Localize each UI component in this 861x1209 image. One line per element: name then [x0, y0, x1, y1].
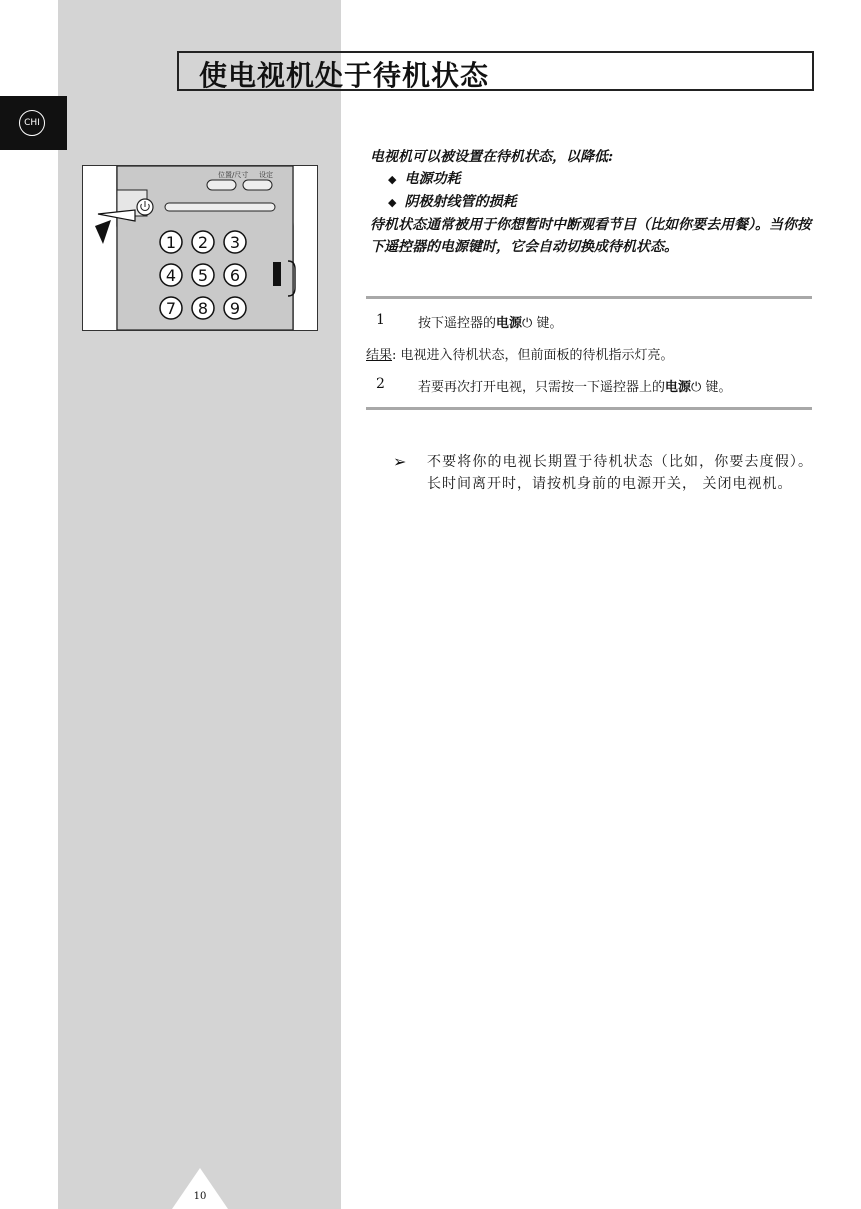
result-text: : 电视进入待机状态，但前面板的待机指示灯亮。 — [392, 348, 674, 363]
step-1-result — [366, 331, 812, 363]
diamond-bullet-icon: ◆ — [388, 196, 397, 209]
side-switch — [273, 262, 281, 286]
step-number: 2 — [376, 376, 385, 392]
page-title: 使电视机处于待机状态 — [199, 59, 490, 92]
setup-button — [243, 180, 272, 190]
note-text: 不要将你的电视长期置于待机状态（比如，你要去度假）。长时间离开时，请按机身前的电源开关， 关闭电视机。 — [427, 454, 813, 492]
digit-6: 6 — [229, 266, 241, 285]
digit-2: 2 — [197, 233, 209, 252]
remote-illustration — [82, 165, 318, 331]
note-arrow-icon: ➢ — [393, 452, 407, 471]
label-setup: 设定 — [259, 171, 273, 179]
language-badge: CHI — [19, 110, 45, 136]
power-icon: ⏻ — [691, 380, 702, 395]
bullet-item: ◆ 电源功耗 — [388, 171, 461, 187]
digit-7: 7 — [165, 299, 177, 318]
intro-lead: 电视机可以被设置在待机状态，以降低: — [370, 149, 614, 165]
digit-5: 5 — [197, 266, 209, 285]
digit-1: 1 — [165, 233, 177, 252]
digit-3: 3 — [229, 233, 241, 252]
diamond-bullet-icon: ◆ — [388, 173, 397, 186]
label-position-size: 位置/尺寸 — [218, 171, 249, 179]
intro-text — [370, 146, 815, 258]
digit-8: 8 — [197, 299, 209, 318]
step-text: 按下遥控器的电源⏻ 键。 — [418, 316, 563, 331]
step-2 — [366, 363, 812, 407]
title-box — [177, 51, 814, 91]
intro-paragraph: 待机状态通常被用于你想暂时中断观看节目（比如你要去用餐）。当你按下遥控器的电源键时，它会自动切换成待机状态。 — [370, 217, 811, 255]
page-number-tab — [172, 1168, 228, 1209]
steps-table — [366, 296, 812, 410]
step-text: 若要再次打开电视，只需按一下遥控器上的电源⏻ 键。 — [418, 380, 732, 395]
bullet-item: ◆ 阴极射线管的损耗 — [388, 194, 517, 210]
note — [393, 451, 813, 495]
slot-bar — [165, 203, 275, 211]
result-label: 结果 — [366, 348, 393, 363]
pointer-arrow-shadow — [95, 220, 111, 244]
language-tab — [0, 96, 67, 150]
power-icon: ⏻ — [522, 316, 533, 331]
digit-4: 4 — [165, 266, 177, 285]
remote-svg — [83, 166, 317, 330]
position-size-button — [207, 180, 236, 190]
step-1 — [366, 299, 812, 331]
page-number: 10 — [193, 1191, 207, 1202]
step-number: 1 — [376, 312, 385, 328]
digit-9: 9 — [229, 299, 241, 318]
